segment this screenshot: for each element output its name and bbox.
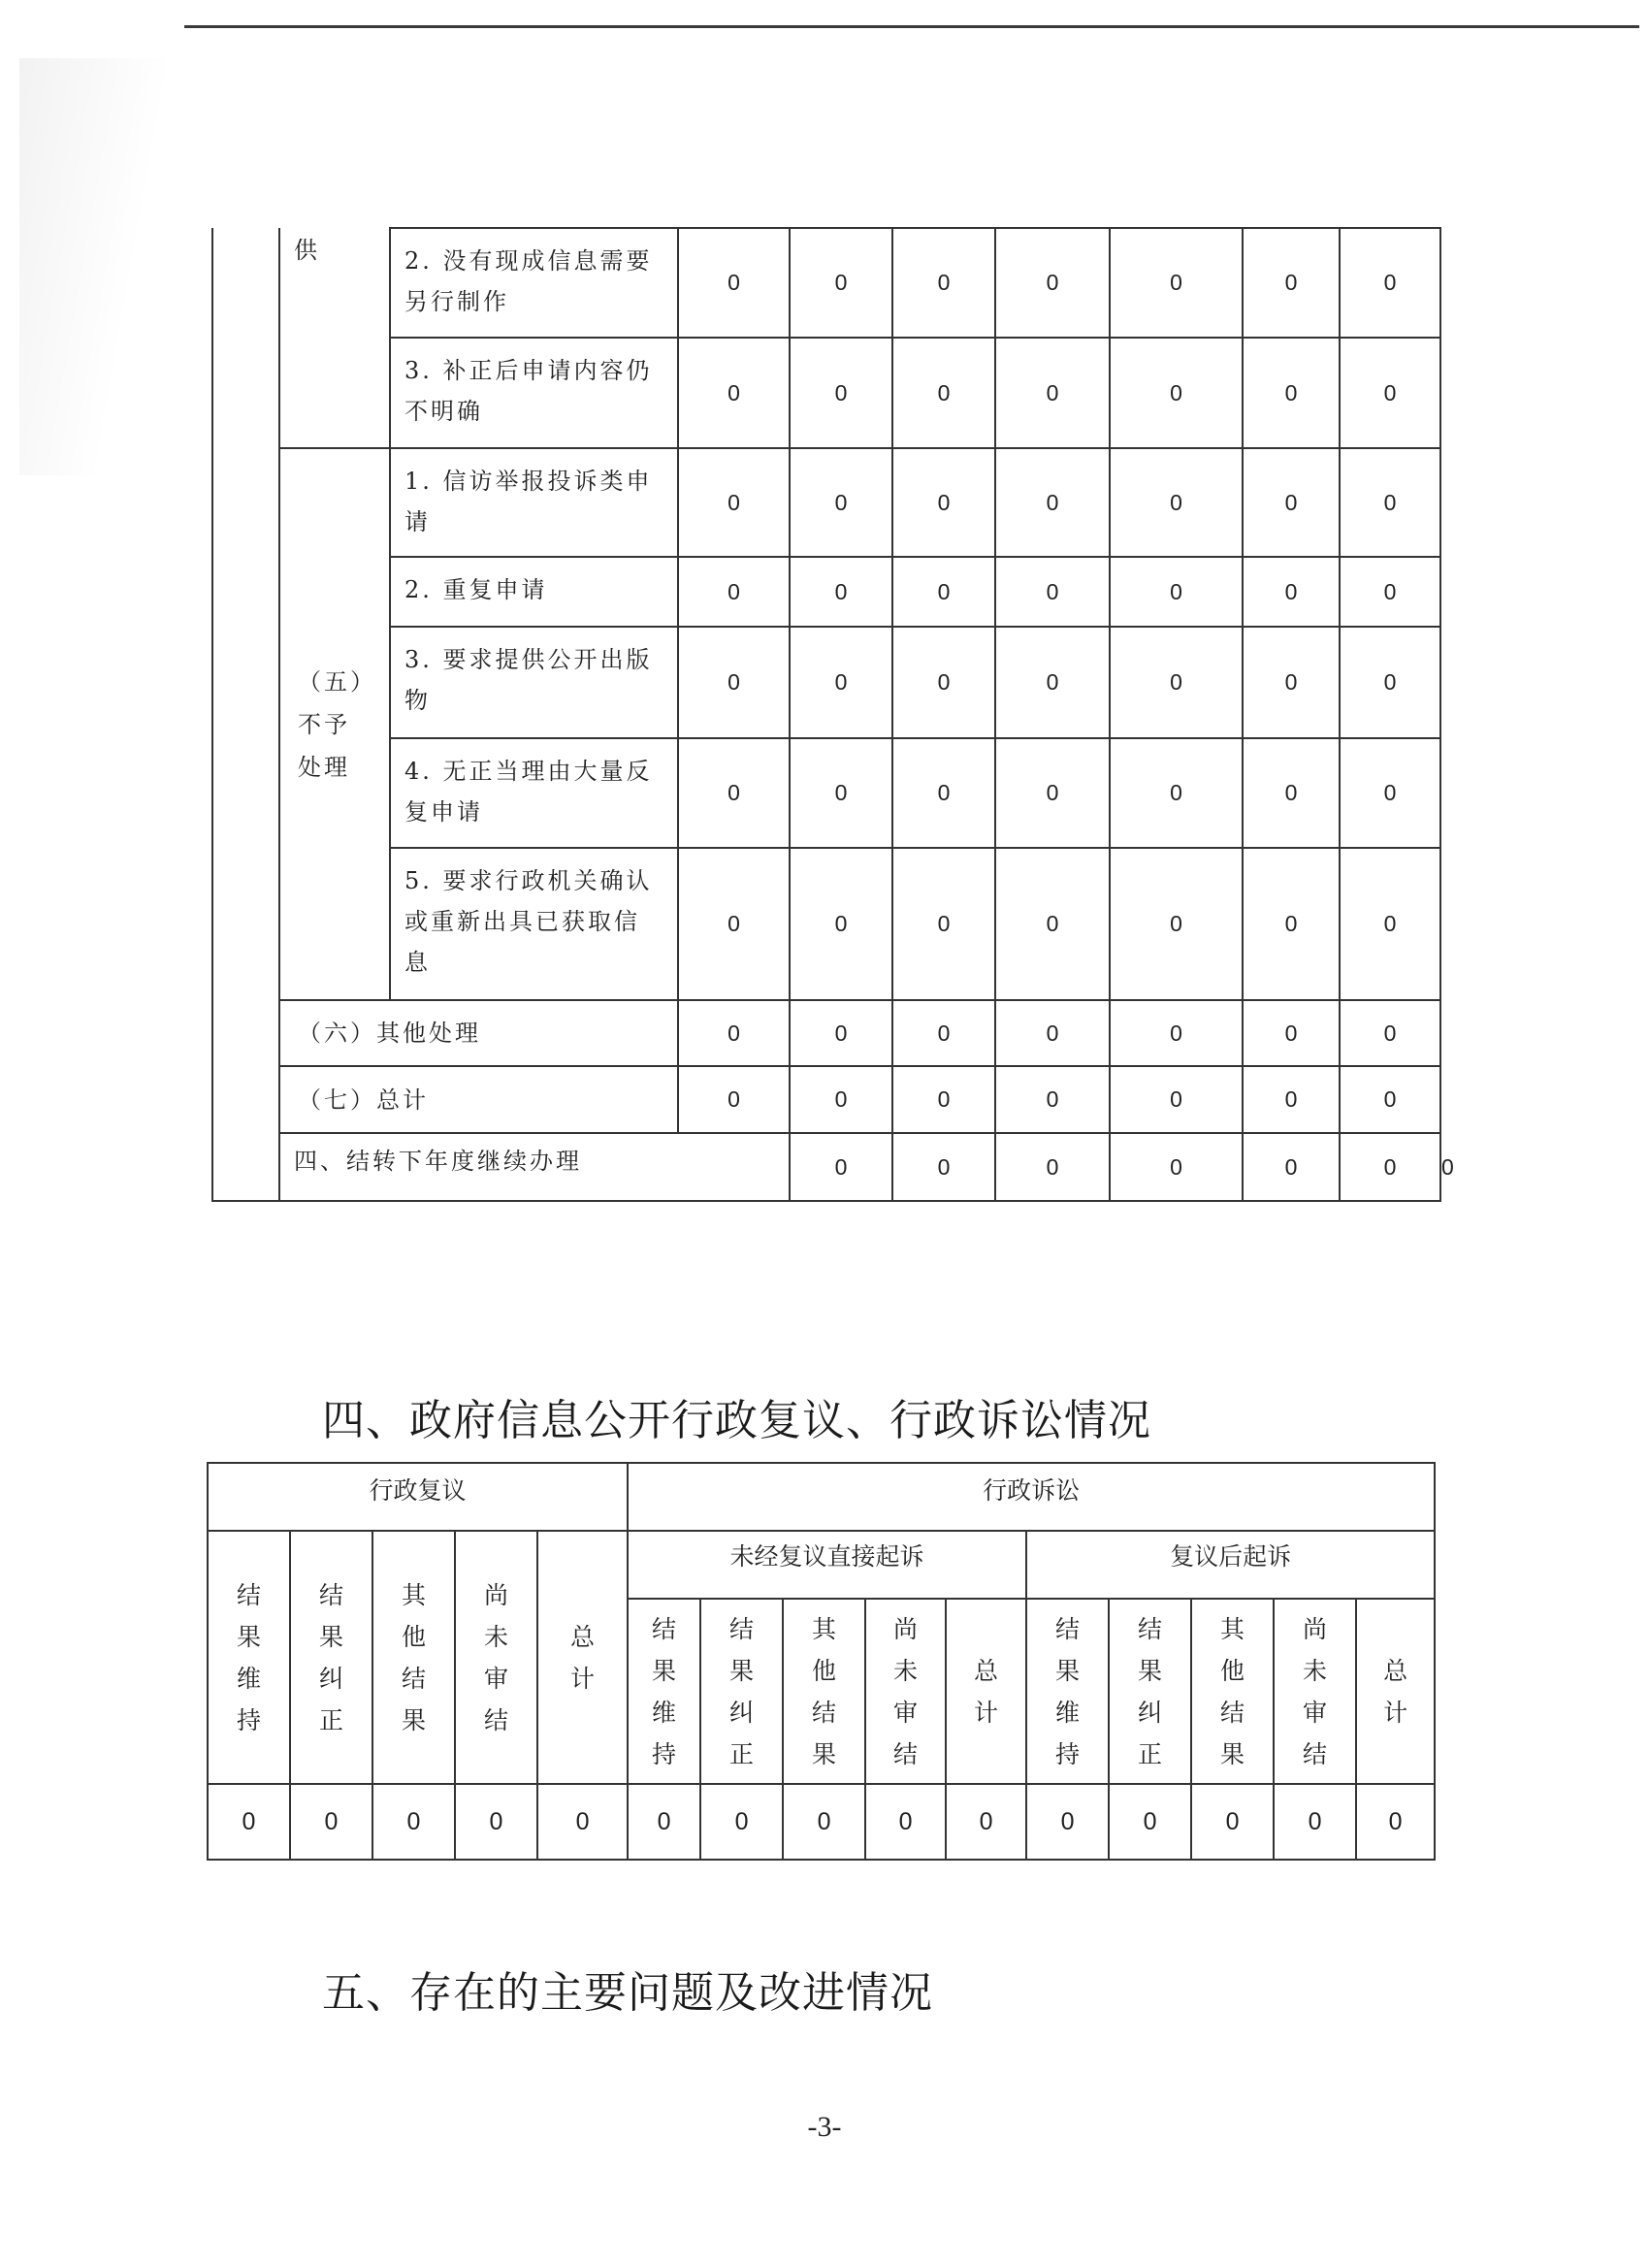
cell-value: 0: [1110, 627, 1243, 738]
cell-value: 0: [1110, 1066, 1243, 1133]
table-row: 四、结转下年度继续办理 0 0 0 0 0 0 0: [212, 1133, 1440, 1201]
table1-body: [212, 228, 1454, 1201]
cell-value: 0: [892, 448, 995, 557]
row-label: 3. 要求提供公开出版物: [390, 627, 678, 738]
col-header: 结 果 维 持: [1026, 1599, 1109, 1784]
col-header: 结 果 维 持: [628, 1599, 700, 1784]
cell-value: 0: [1356, 1784, 1435, 1860]
cell-value: 0: [790, 1133, 892, 1201]
cell-value: 0: [995, 1000, 1110, 1066]
cell-value: 0: [790, 1066, 892, 1133]
cell-value: 0: [995, 338, 1110, 448]
cell-value: 0: [678, 848, 790, 1000]
cell-value: 0: [995, 627, 1110, 738]
col-header: 结 果 维 持: [208, 1531, 290, 1784]
row-label: （七）总计: [279, 1066, 678, 1133]
cell-value: 0: [678, 627, 790, 738]
cell-value: 0: [1340, 1133, 1440, 1201]
cell-value: 0: [892, 1133, 995, 1201]
direct-lawsuit-header: 未经复议直接起诉: [628, 1531, 1026, 1599]
application-handling-table: [211, 227, 1454, 1202]
row-label: 5. 要求行政机关确认或重新出具已获取信息: [390, 848, 678, 1000]
section-4-heading: 四、政府信息公开行政复议、行政诉讼情况: [322, 1396, 1151, 1445]
cell-value: 0: [290, 1784, 372, 1860]
col-header: 总 计: [946, 1599, 1026, 1784]
table-row: [212, 228, 1440, 338]
cell-value: 0: [790, 627, 892, 738]
cell-value: 0: [790, 1000, 892, 1066]
cell-value: 0: [892, 627, 995, 738]
cell-value: 0: [1340, 627, 1440, 738]
review-litigation-table: [207, 1462, 1436, 1861]
cell-value: 0: [1340, 1000, 1440, 1066]
cell-value: 0: [995, 1133, 1110, 1201]
row-label: 4. 无正当理由大量反复申请: [390, 738, 678, 848]
col-header: 尚 未 审 结: [865, 1599, 946, 1784]
cell-value: 0: [790, 738, 892, 848]
section-5-heading: 五、存在的主要问题及改进情况: [322, 1968, 933, 2018]
cell-value: 0: [1191, 1784, 1274, 1860]
cell-value: 0: [1340, 448, 1440, 557]
table-row: [208, 1463, 1435, 1531]
row-label: 2. 没有现成信息需要另行制作: [390, 228, 678, 338]
cell-value: 0: [1109, 1784, 1191, 1860]
cell-value: 0: [678, 1066, 790, 1133]
cell-value: 0: [1243, 1000, 1340, 1066]
cell-value: 0: [865, 1784, 946, 1860]
row-label: 2. 重复申请: [390, 557, 678, 627]
cell-value: 0: [790, 557, 892, 627]
cell-value: 0: [1110, 738, 1243, 848]
cell-value: 0: [1243, 1066, 1340, 1133]
cell-value: 0: [1110, 848, 1243, 1000]
col-header: 尚 未 审 结: [1274, 1599, 1356, 1784]
col-header: 总 计: [1356, 1599, 1435, 1784]
table-row: [208, 1531, 1435, 1599]
cell-value: 0: [1340, 228, 1440, 338]
cell-value: 0: [995, 738, 1110, 848]
cell-value: 0: [1274, 1784, 1356, 1860]
page-number: -3-: [807, 2111, 842, 2143]
cell-value: 0: [790, 448, 892, 557]
cell-value: 0: [1340, 338, 1440, 448]
cell-value: 0: [1110, 1000, 1243, 1066]
cell-value: 0: [1340, 557, 1440, 627]
col-header: 结 果 纠 正: [290, 1531, 372, 1784]
cell-value: 0: [892, 228, 995, 338]
cell-value: 0: [1243, 338, 1340, 448]
after-review-lawsuit-header: 复议后起诉: [1026, 1531, 1435, 1599]
row-label: （六）其他处理: [279, 1000, 678, 1066]
row-label: 四、结转下年度继续办理: [279, 1133, 790, 1201]
litigation-header: 行政诉讼: [628, 1463, 1435, 1531]
cell-value: 0: [678, 228, 790, 338]
row-label: 1. 信访举报投诉类申请: [390, 448, 678, 557]
table-row: [212, 338, 1440, 448]
table-row: [208, 1784, 1435, 1860]
col-header: 尚 未 审 结: [455, 1531, 537, 1784]
cell-value: 0: [1340, 1066, 1440, 1133]
cell-value: 0: [1243, 228, 1340, 338]
col-header: 其 他 结 果: [372, 1531, 455, 1784]
scan-top-edge: [184, 25, 1639, 28]
cell-value: 0: [1110, 338, 1243, 448]
cell-value: 0: [208, 1784, 290, 1860]
cell-value: 0: [790, 848, 892, 1000]
cell-value: 0: [1026, 1784, 1109, 1860]
cell-value: 0: [1243, 627, 1340, 738]
cell-value: 0: [678, 338, 790, 448]
table-row: [212, 557, 1440, 627]
cell-value: 0: [1340, 848, 1440, 1000]
col-header: 其 他 结 果: [783, 1599, 865, 1784]
cell-value: 0: [1243, 1133, 1340, 1201]
cell-value: 0: [892, 738, 995, 848]
col-header: 结 果 纠 正: [1109, 1599, 1191, 1784]
cell-value: 0: [892, 848, 995, 1000]
table-row: [212, 1066, 1440, 1133]
scan-smudge: [19, 58, 165, 475]
cell-value: 0: [995, 557, 1110, 627]
table-row: [212, 738, 1440, 848]
table-row: [212, 1000, 1440, 1066]
cell-value: 0: [1110, 557, 1243, 627]
cell-value: 0: [1243, 848, 1340, 1000]
cell-value: 0: [1110, 1133, 1243, 1201]
cell-value: 0: [995, 848, 1110, 1000]
cell-value: 0: [678, 1000, 790, 1066]
cell-value: 0: [892, 557, 995, 627]
cell-value: 0: [537, 1784, 628, 1860]
table2-body: [208, 1463, 1435, 1860]
cell-value: 0: [892, 338, 995, 448]
col-header: 总 计: [537, 1531, 628, 1784]
cell-value: 0: [790, 228, 892, 338]
cell-value: 0: [783, 1784, 865, 1860]
cell-value: 0: [678, 557, 790, 627]
cell-value: 0: [995, 228, 1110, 338]
table-row: [212, 627, 1440, 738]
cell-value: 0: [1243, 557, 1340, 627]
cell-value: 0: [700, 1784, 783, 1860]
cell-value: 0: [1340, 738, 1440, 848]
table-row: [212, 848, 1440, 1000]
outer-category-cell: [212, 228, 279, 1201]
cell-value: 0: [455, 1784, 537, 1860]
review-header: 行政复议: [208, 1463, 628, 1531]
cell-value: 0: [790, 338, 892, 448]
cell-value: 0: [946, 1784, 1026, 1860]
supply-category: 供: [279, 228, 390, 448]
cell-value: 0: [1243, 738, 1340, 848]
cell-value: 0: [372, 1784, 455, 1860]
cell-value: 0: [1243, 448, 1340, 557]
col-header: 其 他 结 果: [1191, 1599, 1274, 1784]
cell-value: 0: [1110, 228, 1243, 338]
table-row: [212, 448, 1440, 557]
row-label: 3. 补正后申请内容仍不明确: [390, 338, 678, 448]
cell-value: 0: [892, 1066, 995, 1133]
cell-value: 0: [995, 448, 1110, 557]
cell-value: 0: [892, 1000, 995, 1066]
cell-value: 0: [628, 1784, 700, 1860]
cell-value: 0: [678, 448, 790, 557]
not-processed-category: （五）不予处理: [279, 448, 390, 1000]
cell-value: 0: [1110, 448, 1243, 557]
cell-value: 0: [995, 1066, 1110, 1133]
cell-value: 0: [678, 738, 790, 848]
col-header: 结 果 纠 正: [700, 1599, 783, 1784]
